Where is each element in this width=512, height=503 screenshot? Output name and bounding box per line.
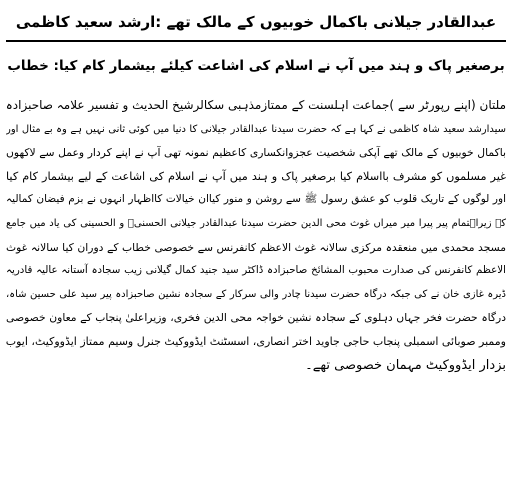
body-line: اور لوگوں کے تاریک قلوب کو عشق رسول ﷺ سے روشن و منور کیاان خیالات کااظہار انہوں نے بزم فیضان کمالیہ — [6, 193, 506, 206]
body-line: وممبر صوبائی اسمبلی پنجاب حاجی جاوید اختر انصاری، اسسٹنٹ ایڈووکیٹ جنرل وسیم ممتاز ایڈووکیٹ، ایوب — [6, 334, 506, 348]
body-line: ڈیرہ غازی خان نے کی جبکہ درگاہ حضرت سیدنا چادر والی سرکار کے سجادہ نشین صاحبزادہ پیر سید علی حسین شاہ، — [6, 288, 506, 300]
body-line: بزدار ایڈووکیٹ مہمان خصوصی تھے۔ — [305, 357, 506, 373]
headline-divider — [6, 40, 506, 42]
body-line: الاعظم کانفرنس کی صدارت محبوب المشائخ صاحبزادہ ڈاکٹر سید جنید کمال گیلانی زیب سجادہ آستانہ عالیہ قادریہ — [6, 264, 506, 277]
body-line: سیدارشد سعید شاہ کاظمی نے کہا ہے کہ حضرت سیدنا عبدالقادر جیلانی کا دنیا میں کوئی ثانی نہیں ہے وہ بے مثال اور — [6, 123, 506, 135]
headline: عبدالقادر جیلانی باکمال خوبیوں کے مالک تھے :ارشد سعید کاظمی — [15, 13, 497, 31]
article-body — [6, 94, 506, 377]
subheadline: برصغیر پاک و ہند میں آپ نے اسلام کی اشاعت کیلئے بیشمار کام کیا: خطاب — [7, 58, 505, 74]
body-line: باکمال خوبیوں کے مالک تھے آپکی شخصیت عجزوانکساری کاعظیم نمونہ تھی آپ نے اپنے کردار وعمل سے لاکھوں — [6, 146, 506, 160]
body-line: ملتان (اپنے رپورٹر سے )جماعت اہلسنت کے ممتازمذہبی سکالرشیخ الحدیث و تفسیر علامہ صاحبزادہ — [6, 98, 506, 112]
body-line: مسجد محمدی میں منعقدہ مرکزی سالانہ غوث الاعظم کانفرنس سے خصوصی خطاب کے دوران کیا سالانہ غوث — [6, 240, 506, 254]
body-line: غیر مسلموں کو مشرف بااسلام کیا برصغیر پاک و ہند میں آپ نے اسلام کی اشاعت کے لیے بیشمار کام کیا — [6, 169, 506, 183]
body-line: درگاہ حضرت فخر جہاں دہلوی کے سجادہ نشین خواجہ محی الدین فخری، وزیراعلیٰ پنجاب کے معاون خصوصی — [6, 311, 506, 325]
body-line: کے زیراہتمام پیر پیرا میر میراں غوث محی الدین حضرت سیدنا عبدالقادر جیلانی الحسنیؒ و الحسینی کی یاد میں جامع — [6, 217, 506, 229]
